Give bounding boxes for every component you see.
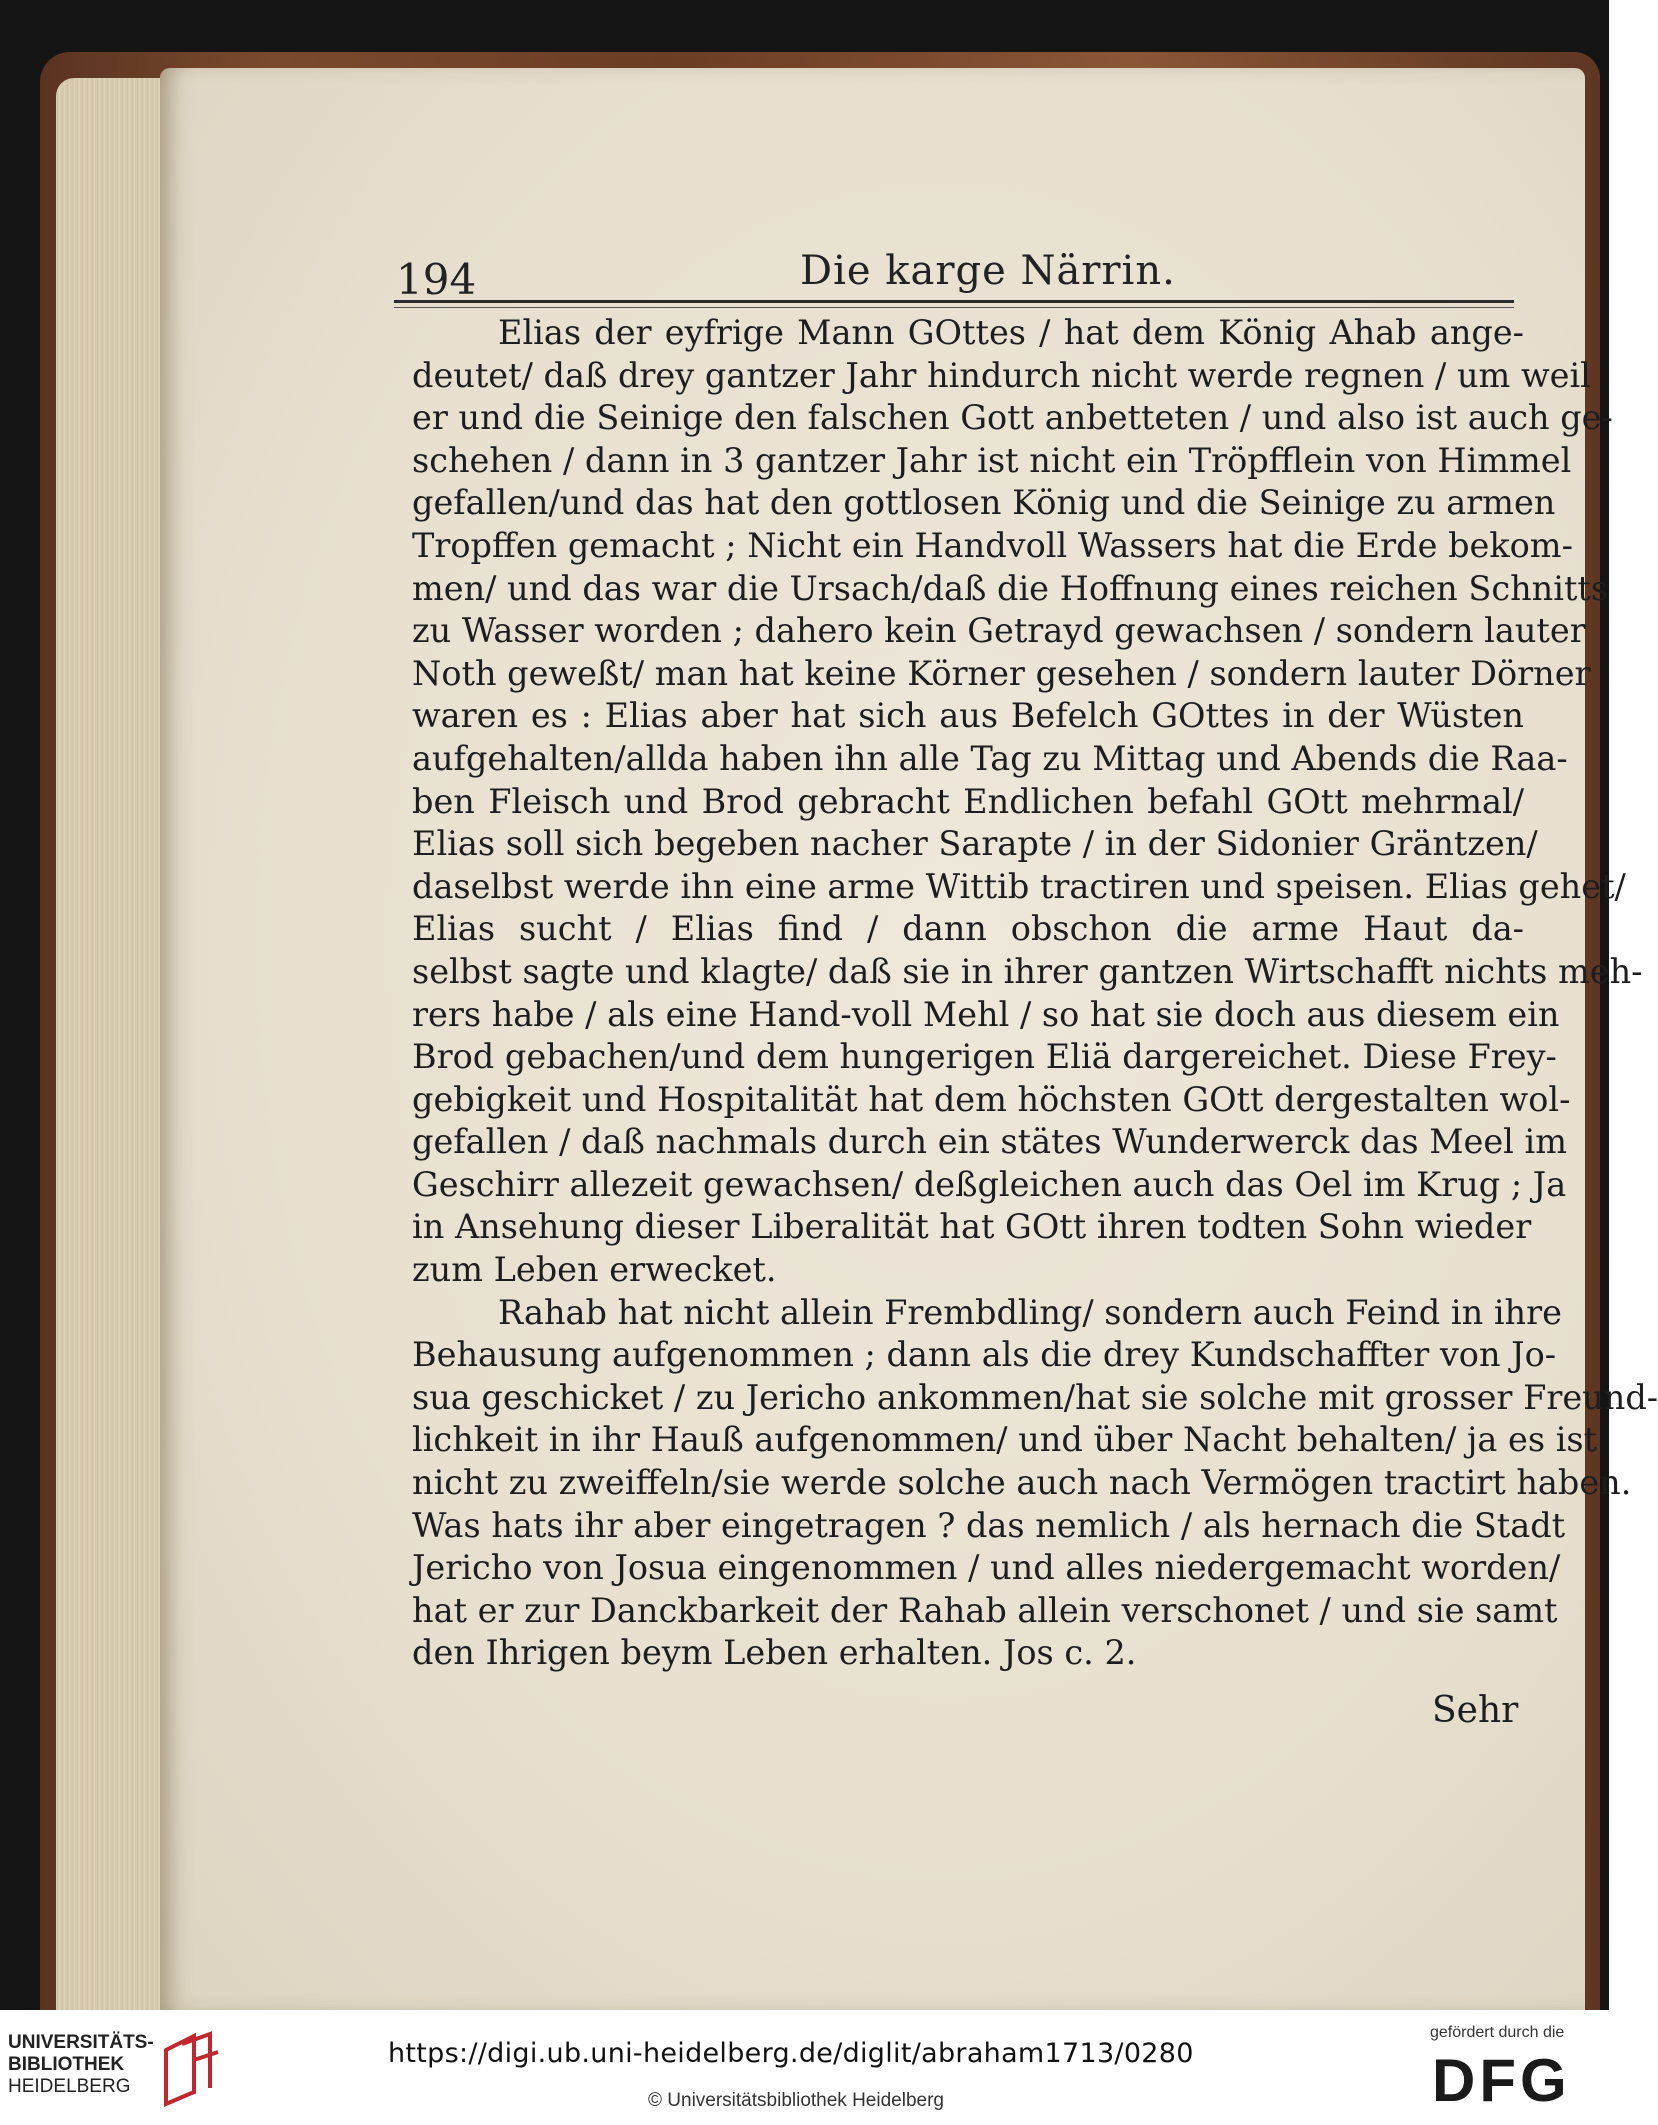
catchword: Sehr (1432, 1690, 1519, 1731)
header-rule (394, 300, 1514, 303)
text-line: Brod gebachen/und dem hungerigen Eliä dargereichet. Diese Frey- (412, 1037, 1557, 1077)
text-line: schehen / dann in 3 gantzer Jahr ist nicht ein Tröpfflein von Himmel (412, 440, 1572, 480)
text-line: Jericho von Josua eingenommen / und alles niedergemacht worden/ (412, 1548, 1561, 1588)
library-logo-text (8, 2032, 154, 2098)
text-line: er und die Seinige den falschen Gott anbetteten / und also ist auch ge- (412, 398, 1613, 438)
text-line: Behausung aufgenommen ; dann als die drey Kundschaffter von Jo- (412, 1335, 1557, 1375)
text-line: den Ihrigen beym Leben erhalten. Jos c. 2. (412, 1633, 1137, 1673)
text-line: zu Wasser worden ; dahero kein Getrayd gewachsen / sondern lauter (412, 611, 1586, 651)
text-line: Rahab hat nicht allein Frembdling/ sondern auch Feind in ihre (498, 1292, 1562, 1332)
library-name-line: HEIDELBERG (8, 2076, 131, 2097)
text-line: daselbst werde ihn eine arme Wittib tractiren und speisen. Elias gehet/ (412, 866, 1626, 906)
text-line: ben Fleisch und Brod gebracht Endlichen befahl GOtt mehrmal/ (412, 781, 1524, 821)
permalink-url[interactable]: https://digi.ub.uni-heidelberg.de/diglit/abraham1713/0280 (388, 2038, 1194, 2069)
copyright-notice: © Universitätsbibliothek Heidelberg (648, 2090, 944, 2111)
text-line: Elias soll sich begeben nacher Sarapte / in der Sidonier Gräntzen/ (412, 824, 1538, 864)
text-line: nicht zu zweiffeln/sie werde solche auch nach Vermögen tractirt haben. (412, 1463, 1632, 1503)
text-line: gebigkeit und Hospitalität hat dem höchsten GOtt dergestalten wol- (412, 1079, 1571, 1119)
text-line: hat er zur Danckbarkeit der Rahab allein verschonet / und sie samt (412, 1590, 1558, 1630)
library-logo-icon (160, 2030, 224, 2106)
text-line: Noth geweßt/ man hat keine Körner gesehen / sondern lauter Dörner (412, 653, 1591, 693)
text-line: gefallen/und das hat den gottlosen König und die Seinige zu armen (412, 483, 1556, 523)
footer-bar (0, 2010, 1609, 2125)
text-line: Elias der eyfrige Mann GOttes / hat dem König Ahab ange- (498, 313, 1524, 352)
library-name-line: UNIVERSITÄTS- (8, 2032, 154, 2053)
dfg-logo: DFG (1432, 2047, 1571, 2114)
text-line: sua geschicket / zu Jericho ankommen/hat sie solche mit grosser Freund- (412, 1377, 1658, 1417)
text-line: zum Leben erwecket. (412, 1250, 777, 1290)
text-line: Elias sucht / Elias find / dann obschon die arme Haut da- (412, 909, 1524, 949)
text-line: waren es : Elias aber hat sich aus Befelch GOttes in der Wüsten (412, 696, 1524, 736)
text-line: selbst sagte und klagte/ daß sie in ihrer gantzen Wirtschafft nichts meh- (412, 951, 1643, 991)
text-line: men/ und das war die Ursach/daß die Hoffnung eines reichen Schnitts (412, 568, 1609, 608)
text-line: rers habe / als eine Hand-voll Mehl / so hat sie doch aus diesem ein (412, 994, 1560, 1034)
text-line: in Ansehung dieser Liberalität hat GOtt ihren todten Sohn wieder (412, 1207, 1532, 1247)
text-line: Tropffen gemacht ; Nicht ein Handvoll Wassers hat die Erde bekom- (412, 525, 1573, 565)
text-line: gefallen / daß nachmals durch ein stätes Wunderwerck das Meel im (412, 1122, 1567, 1162)
text-line: deutet/ daß drey gantzer Jahr hindurch nicht werde regnen / um weil (412, 355, 1591, 395)
text-line: Geschirr allezeit gewachsen/ deßgleichen auch das Oel im Krug ; Ja (412, 1164, 1567, 1204)
text-line: aufgehalten/allda haben ihn alle Tag zu Mittag und Abends die Raa- (412, 738, 1568, 778)
page-number: 194 (396, 255, 477, 304)
body-text (412, 312, 1658, 1675)
text-line: Was hats ihr aber eingetragen ? das nemlich / als hernach die Stadt (412, 1505, 1566, 1545)
funded-by-label: gefördert durch die (1430, 2024, 1565, 2041)
page-edges (56, 78, 176, 2010)
running-head: Die karge Närrin. (800, 248, 1176, 294)
library-name-line: BIBLIOTHEK (8, 2054, 125, 2075)
text-line: lichkeit in ihr Hauß aufgenommen/ und über Nacht behalten/ ja es ist (412, 1420, 1598, 1460)
